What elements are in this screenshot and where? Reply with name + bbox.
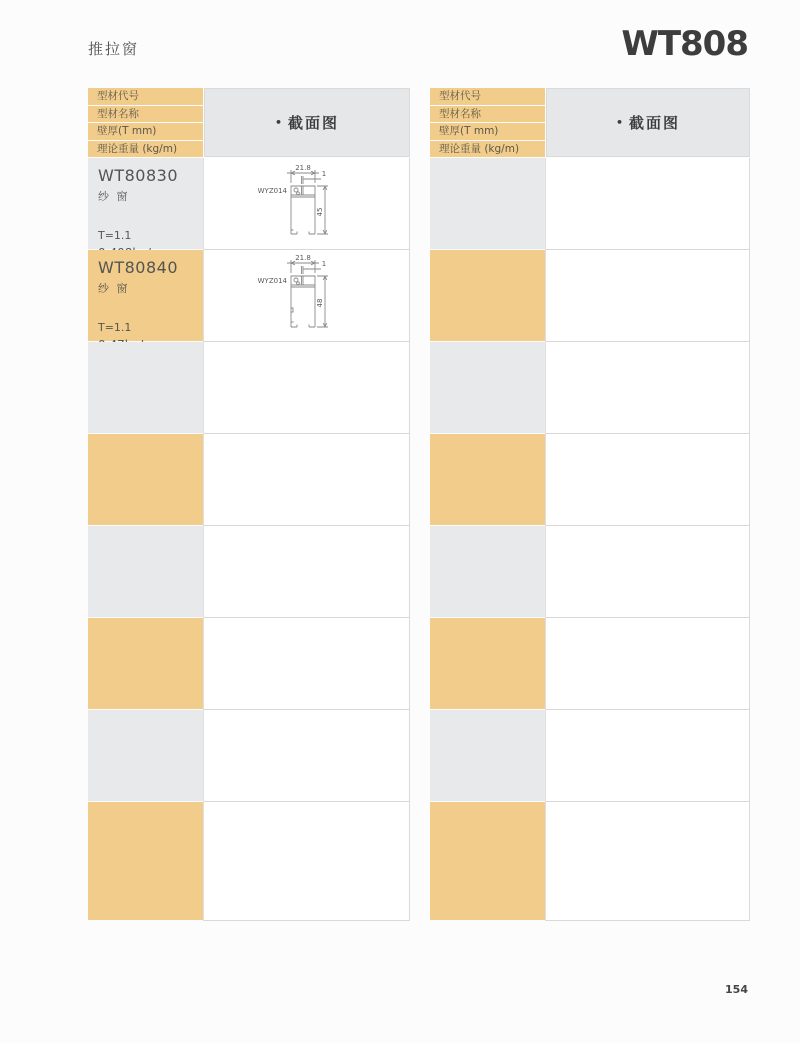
section-diagram-cell <box>203 526 410 618</box>
profile-thickness: T=1.1 <box>98 229 132 242</box>
profile-info-cell <box>430 710 545 801</box>
dim-wall: 1 <box>321 259 326 268</box>
table-row <box>88 802 410 921</box>
header-field-weight: 理论重量 (kg/m) <box>88 141 203 158</box>
section-diagram-cell <box>545 250 750 342</box>
profile-info-cell <box>430 802 545 920</box>
series-model-title: WT808 <box>621 24 748 64</box>
header-field-thickness: 壁厚(T mm) <box>88 123 203 140</box>
section-diagram-cell <box>545 802 750 921</box>
section-diagram-cell <box>203 158 410 250</box>
table-row <box>430 710 750 802</box>
page-number: 154 <box>725 983 748 996</box>
dim-height: 45 <box>315 207 324 216</box>
profile-info-cell <box>88 802 203 920</box>
section-diagram-cell <box>203 250 410 342</box>
profile-info-cell <box>88 434 203 525</box>
table-row <box>88 342 410 434</box>
header-field-labels <box>88 88 203 157</box>
table-row <box>430 434 750 526</box>
table-header <box>88 88 410 157</box>
table-row <box>430 802 750 921</box>
header-field-weight: 理论重量 (kg/m) <box>430 141 545 158</box>
section-diagram-label: 截面图 <box>288 114 340 132</box>
section-diagram-header <box>546 88 750 157</box>
drawing-label: WYZ014 <box>257 186 287 195</box>
profile-info-cell <box>430 342 545 433</box>
table-row <box>88 710 410 802</box>
profile-name: 纱 窗 <box>98 190 130 203</box>
section-diagram-label: 截面图 <box>629 114 681 132</box>
profile-info-cell <box>88 526 203 617</box>
section-diagram-cell <box>203 802 410 921</box>
section-diagram-cell <box>545 342 750 434</box>
dim-wall: 1 <box>321 169 326 178</box>
table-row <box>88 158 410 250</box>
profile-info-cell <box>430 158 545 249</box>
profile-cross-section-drawing <box>241 160 373 248</box>
section-diagram-cell <box>203 710 410 802</box>
profile-name: 纱 窗 <box>98 282 130 295</box>
table-header <box>430 88 750 157</box>
profile-info-cell <box>88 710 203 801</box>
table-row <box>430 158 750 250</box>
profile-table-left <box>88 88 410 921</box>
header-field-name: 型材名称 <box>88 106 203 123</box>
profile-info-cell <box>88 618 203 709</box>
table-row <box>88 434 410 526</box>
table-row <box>430 618 750 710</box>
category-title: 推拉窗 <box>88 40 140 58</box>
profile-info-cell <box>430 250 545 341</box>
profile-info-cell <box>430 526 545 617</box>
profile-code: WT80830 <box>98 166 178 185</box>
section-diagram-cell <box>545 710 750 802</box>
dim-height: 48 <box>315 298 324 307</box>
profile-thickness: T=1.1 <box>98 321 132 334</box>
section-diagram-cell <box>545 434 750 526</box>
header-field-code: 型材代号 <box>430 88 545 105</box>
section-diagram-cell <box>545 526 750 618</box>
table-row <box>88 250 410 342</box>
table-row <box>88 526 410 618</box>
profile-code: WT80840 <box>98 258 178 277</box>
table-row <box>430 250 750 342</box>
bullet-icon: • <box>274 116 282 129</box>
header-field-labels <box>430 88 545 157</box>
table-row <box>430 526 750 618</box>
drawing-label: WYZ014 <box>257 276 287 285</box>
profile-info-cell <box>88 158 203 249</box>
section-diagram-cell <box>203 434 410 526</box>
table-row <box>88 618 410 710</box>
section-diagram-cell <box>203 618 410 710</box>
profile-info-cell <box>88 250 203 341</box>
header-field-name: 型材名称 <box>430 106 545 123</box>
bullet-icon: • <box>615 116 623 129</box>
page-header <box>88 24 748 68</box>
section-diagram-cell <box>545 618 750 710</box>
dim-top-width: 21.8 <box>294 253 311 262</box>
dim-top-width: 21.8 <box>294 163 311 172</box>
header-field-code: 型材代号 <box>88 88 203 105</box>
header-field-thickness: 壁厚(T mm) <box>430 123 545 140</box>
section-diagram-cell <box>545 158 750 250</box>
profile-cross-section-drawing <box>241 250 373 342</box>
section-diagram-cell <box>203 342 410 434</box>
profile-table-right <box>430 88 750 921</box>
profile-info-cell <box>430 434 545 525</box>
section-diagram-header <box>204 88 410 157</box>
profile-info-cell <box>430 618 545 709</box>
table-row <box>430 342 750 434</box>
profile-info-cell <box>88 342 203 433</box>
